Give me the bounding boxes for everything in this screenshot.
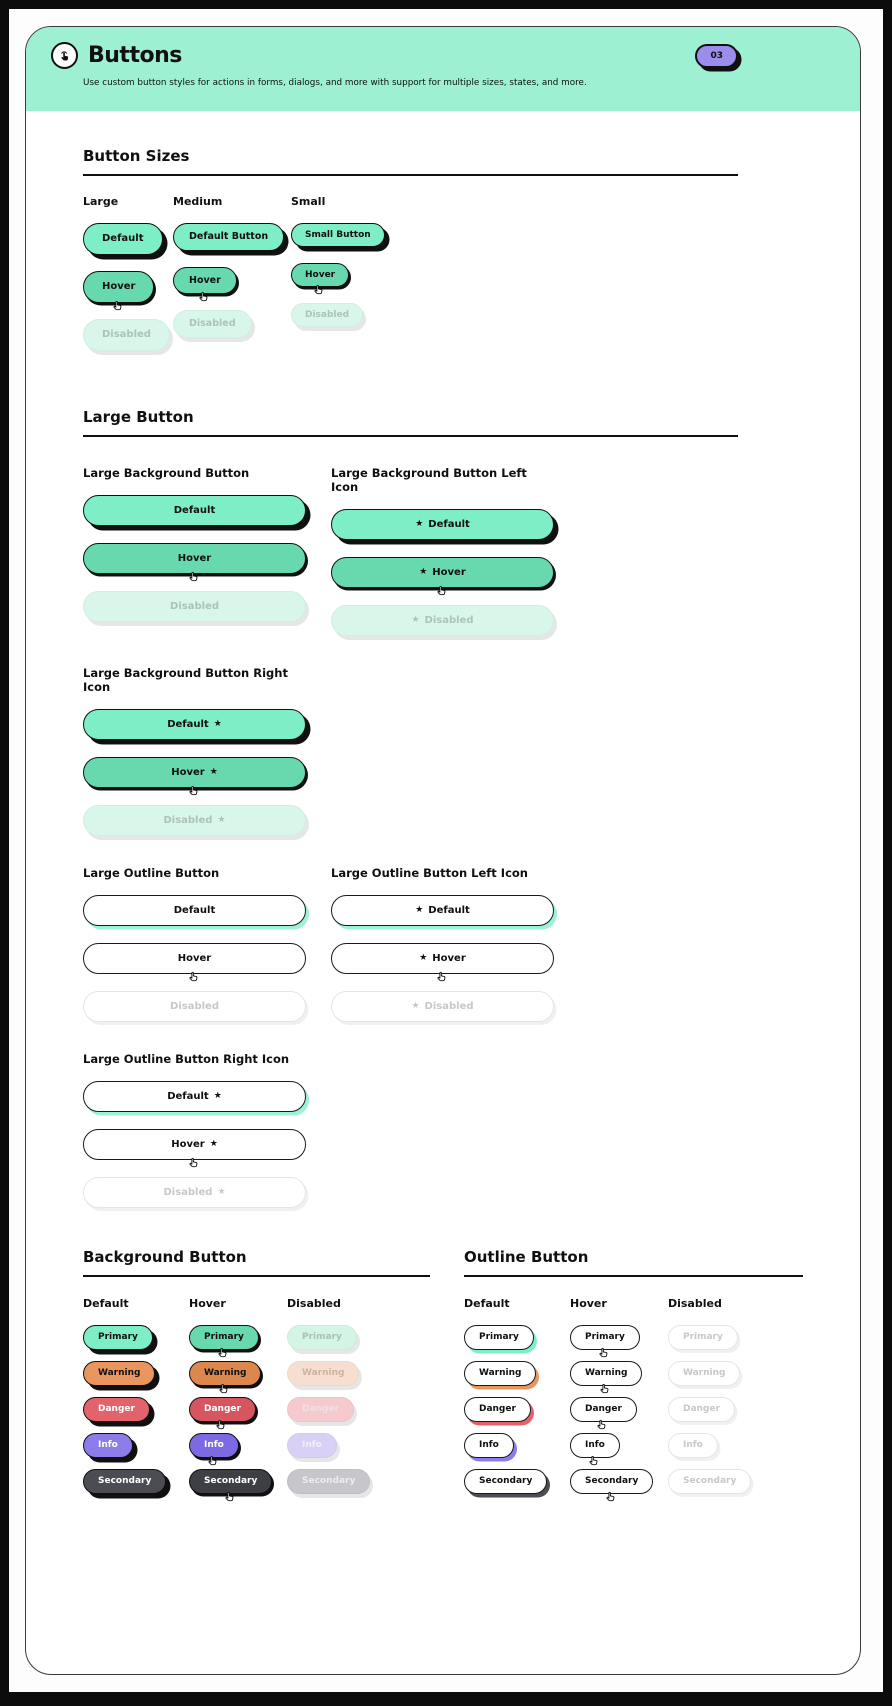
- size-column-large: [83, 195, 173, 351]
- variant-cell: [464, 1325, 570, 1350]
- star-icon: ★: [415, 905, 424, 915]
- group-large-outline-button-right-icon: [83, 1052, 306, 1208]
- button-label: Primary: [682, 1332, 723, 1342]
- hand-cursor-icon: [187, 784, 200, 797]
- button-label: Warning: [478, 1368, 522, 1378]
- variant-cell: [668, 1397, 803, 1422]
- button-sizes-grid: [83, 195, 803, 351]
- state-column-headers: [464, 1297, 803, 1310]
- hand-cursor-icon: [111, 299, 124, 312]
- hand-cursor-icon: [587, 1454, 600, 1467]
- size-large-disabled-button: [83, 319, 170, 351]
- background-info-default-info-button[interactable]: [83, 1433, 133, 1458]
- group-heading: Large Background Button: [83, 466, 250, 480]
- large-background-button-left-icon-hover-button[interactable]: [331, 557, 554, 588]
- large-outline-button-right-icon-disabled-button: [83, 1177, 306, 1208]
- group-stack: [83, 895, 306, 1022]
- background-danger-default-danger-button[interactable]: [83, 1397, 150, 1422]
- button-label: Small Button: [305, 229, 371, 240]
- hand-cursor-icon: [197, 290, 210, 303]
- background-secondary-disabled-secondary-button: [287, 1469, 370, 1494]
- size-medium-hover-button[interactable]: [173, 267, 237, 295]
- star-icon: ★: [209, 1139, 218, 1149]
- group-large-background-button-left-icon: [331, 466, 554, 636]
- variant-cell: [464, 1469, 570, 1494]
- button-label: Secondary: [682, 1476, 737, 1486]
- state-column-label: Default: [83, 1297, 129, 1310]
- variant-cell: [287, 1469, 430, 1494]
- group-heading: Large Background Button Left Icon: [331, 466, 527, 494]
- variant-cell: [464, 1433, 570, 1458]
- large-outline-button-default-button[interactable]: [83, 895, 306, 926]
- button-label: Hover: [177, 952, 212, 964]
- outline-warning-default-warning-button[interactable]: [464, 1361, 536, 1386]
- group-stack: [331, 895, 554, 1022]
- large-background-button-right-icon-default-button[interactable]: [83, 709, 306, 740]
- button-label: Hover: [171, 766, 205, 778]
- outline-variant-grid: [464, 1325, 803, 1494]
- hand-cursor-icon: [312, 283, 325, 296]
- outline-primary-default-primary-button[interactable]: [464, 1325, 534, 1350]
- group-heading: Large Background Button Right Icon: [83, 666, 288, 694]
- button-label: Secondary: [98, 1476, 152, 1486]
- outline-danger-default-danger-button[interactable]: [464, 1397, 531, 1422]
- group-large-background-button-right-icon: [83, 666, 306, 836]
- hand-cursor-icon: [596, 1418, 609, 1431]
- variant-cell: [287, 1433, 430, 1458]
- background-secondary-hover-secondary-button[interactable]: [189, 1469, 272, 1494]
- size-small-small-button-button[interactable]: [291, 223, 385, 247]
- background-info-hover-info-button[interactable]: [189, 1433, 239, 1458]
- button-label: Info: [204, 1440, 224, 1450]
- group-heading: Large Outline Button: [83, 866, 220, 880]
- background-info-disabled-info-button: [287, 1433, 337, 1458]
- variant-cell: [668, 1433, 803, 1458]
- large-background-button-disabled-button: [83, 591, 306, 622]
- large-background-button-default-button[interactable]: [83, 495, 306, 526]
- hand-cursor-icon: [598, 1382, 611, 1395]
- size-small-disabled-button: [291, 303, 363, 327]
- size-stack: [173, 223, 291, 338]
- section-large-button: [83, 408, 803, 1208]
- variant-cell: [668, 1361, 803, 1386]
- button-label: Default: [173, 904, 216, 916]
- hand-cursor-icon: [604, 1490, 617, 1503]
- state-column-label: Disabled: [287, 1297, 341, 1310]
- star-icon: ★: [419, 953, 428, 963]
- hand-cursor-icon: [206, 1454, 219, 1467]
- size-stack: [291, 223, 385, 327]
- button-label: Warning: [682, 1368, 726, 1378]
- button-label: Info: [302, 1440, 322, 1450]
- button-label: Hover: [305, 269, 336, 280]
- group-stack: [83, 495, 306, 622]
- large-button-row: [83, 466, 803, 636]
- large-outline-button-left-icon-hover-button[interactable]: [331, 943, 554, 974]
- background-warning-hover-warning-button[interactable]: [189, 1361, 261, 1386]
- large-background-button-left-icon-default-button[interactable]: [331, 509, 554, 540]
- button-label: Hover: [432, 952, 466, 964]
- state-column-label: Hover: [569, 1297, 607, 1310]
- button-label: Default: [428, 518, 470, 530]
- large-outline-button-right-icon-default-button[interactable]: [83, 1081, 306, 1112]
- button-label: Default: [428, 904, 470, 916]
- button-label: Hover: [171, 1138, 205, 1150]
- button-label: Disabled: [163, 1186, 213, 1198]
- variant-cell: [668, 1469, 803, 1494]
- size-large-hover-button[interactable]: [83, 271, 154, 303]
- size-medium-disabled-button: [173, 310, 252, 338]
- button-label: Default: [173, 504, 216, 516]
- group-stack: [331, 509, 554, 636]
- button-label: Secondary: [478, 1476, 533, 1486]
- column-label: Small: [291, 195, 326, 208]
- column-label: Medium: [173, 195, 223, 208]
- header: [26, 27, 860, 111]
- hand-cursor-icon: [435, 970, 448, 983]
- background-secondary-default-secondary-button[interactable]: [83, 1469, 166, 1494]
- size-stack: [83, 223, 173, 351]
- hand-cursor-icon: [216, 1346, 229, 1359]
- section-title-outline-button: Outline Button: [464, 1248, 803, 1277]
- outline-warning-hover-warning-button[interactable]: [570, 1361, 642, 1386]
- header-row: [51, 42, 836, 69]
- group-large-outline-button-left-icon: [331, 866, 554, 1022]
- star-icon: ★: [419, 567, 428, 577]
- section-background-button: [83, 1248, 430, 1494]
- group-large-outline-button: [83, 866, 306, 1022]
- button-label: Default: [167, 718, 209, 730]
- button-label: Disabled: [424, 614, 474, 626]
- variant-cell: [287, 1325, 430, 1350]
- large-outline-button-left-icon-default-button[interactable]: [331, 895, 554, 926]
- button-label: Disabled: [163, 814, 213, 826]
- button-label: Info: [682, 1440, 703, 1450]
- hand-cursor-icon: [223, 1490, 236, 1503]
- hand-cursor-icon: [187, 570, 200, 583]
- large-background-button-left-icon-disabled-button: [331, 605, 554, 636]
- variant-cell: [83, 1325, 189, 1350]
- variant-cell: [189, 1361, 287, 1386]
- star-icon: ★: [411, 615, 420, 625]
- button-label: Disabled: [170, 600, 219, 612]
- button-label: Danger: [584, 1404, 622, 1414]
- variant-cell: [83, 1361, 189, 1386]
- button-label: Default Button: [189, 231, 269, 242]
- star-icon: ★: [209, 767, 218, 777]
- outline-info-hover-info-button[interactable]: [570, 1433, 620, 1458]
- button-label: Danger: [682, 1404, 720, 1414]
- size-large-default-button[interactable]: [83, 223, 163, 255]
- section-title-button-sizes: Button Sizes: [83, 147, 738, 176]
- background-variant-grid: [83, 1325, 430, 1494]
- size-column-small: [291, 195, 385, 351]
- button-label: Hover: [189, 274, 221, 286]
- outline-secondary-disabled-secondary-button: [668, 1469, 751, 1494]
- size-medium-default-button-button[interactable]: [173, 223, 284, 251]
- group-stack: [83, 1081, 306, 1208]
- button-label: Hover: [432, 566, 466, 578]
- state-column-label: Default: [463, 1297, 510, 1310]
- group-large-background-button: [83, 466, 306, 636]
- background-primary-default-primary-button[interactable]: [83, 1325, 153, 1350]
- variant-cell: [570, 1397, 668, 1422]
- column-label: Large: [83, 195, 119, 208]
- background-danger-hover-danger-button[interactable]: [189, 1397, 256, 1422]
- button-label: Secondary: [204, 1476, 258, 1486]
- button-label: Warning: [98, 1368, 141, 1378]
- hand-cursor-icon: [597, 1346, 610, 1359]
- button-label: Danger: [302, 1404, 339, 1414]
- large-button-row: [83, 866, 803, 1022]
- button-label: Danger: [204, 1404, 241, 1414]
- tap-icon: [51, 42, 78, 69]
- size-column-medium: [173, 195, 291, 351]
- variant-cell: [189, 1469, 287, 1494]
- button-label: Primary: [584, 1332, 625, 1342]
- button-label: Danger: [98, 1404, 135, 1414]
- button-label: Secondary: [584, 1476, 639, 1486]
- state-column-headers: [83, 1297, 430, 1310]
- button-label: Info: [98, 1440, 118, 1450]
- large-background-button-hover-button[interactable]: [83, 543, 306, 574]
- outline-info-default-info-button[interactable]: [464, 1433, 514, 1458]
- button-label: Info: [584, 1440, 605, 1450]
- star-icon: ★: [415, 519, 424, 529]
- button-label: Primary: [478, 1332, 519, 1342]
- large-outline-button-hover-button[interactable]: [83, 943, 306, 974]
- outline-primary-disabled-primary-button: [668, 1325, 738, 1350]
- large-button-row: [83, 666, 803, 836]
- button-label: Disabled: [189, 318, 236, 329]
- section-button-sizes: [83, 147, 803, 351]
- large-background-button-right-icon-disabled-button: [83, 805, 306, 836]
- section-title-large-button: Large Button: [83, 408, 738, 437]
- variant-cell: [570, 1433, 668, 1458]
- variant-cell: [570, 1361, 668, 1386]
- button-label: Warning: [584, 1368, 628, 1378]
- variant-cell: [189, 1325, 287, 1350]
- button-label: Warning: [302, 1368, 345, 1378]
- button-label: Primary: [302, 1332, 342, 1342]
- outline-danger-disabled-danger-button: [668, 1397, 735, 1422]
- button-label: Disabled: [305, 309, 350, 320]
- hand-cursor-icon: [435, 584, 448, 597]
- variant-cell: [287, 1361, 430, 1386]
- button-label: Hover: [102, 281, 136, 292]
- count-badge: 03: [695, 44, 738, 68]
- page-subtitle: Use custom button styles for actions in forms, dialogs, and more with support for multiple sizes, states, and more.: [83, 78, 587, 88]
- variant-cell: [189, 1433, 287, 1458]
- star-icon: ★: [213, 719, 222, 729]
- variant-cell: [83, 1397, 189, 1422]
- buttons-showcase-card: [25, 26, 861, 1675]
- variant-cell: [668, 1325, 803, 1350]
- button-label: Primary: [204, 1332, 244, 1342]
- section-outline-button: [464, 1248, 803, 1494]
- button-label: Disabled: [170, 1000, 219, 1012]
- button-label: Disabled: [102, 329, 151, 340]
- group-heading: Large Outline Button Right Icon: [83, 1052, 290, 1066]
- state-column-label: Disabled: [667, 1297, 722, 1310]
- button-label: Hover: [177, 552, 212, 564]
- variant-cell: [189, 1397, 287, 1422]
- outline-secondary-hover-secondary-button[interactable]: [570, 1469, 653, 1494]
- star-icon: ★: [217, 1187, 226, 1197]
- hand-cursor-icon: [187, 970, 200, 983]
- variant-cell: [287, 1397, 430, 1422]
- outline-primary-hover-primary-button[interactable]: [570, 1325, 640, 1350]
- large-button-row: [83, 1052, 803, 1208]
- section-title-background-button: Background Button: [83, 1248, 430, 1277]
- group-heading: Large Outline Button Left Icon: [331, 866, 528, 880]
- variant-cell: [83, 1469, 189, 1494]
- star-icon: ★: [411, 1001, 420, 1011]
- variant-cell: [570, 1469, 668, 1494]
- star-icon: ★: [213, 1091, 222, 1101]
- bottom-sections: [83, 1248, 803, 1494]
- background-primary-hover-primary-button[interactable]: [189, 1325, 259, 1350]
- content: [26, 111, 860, 1494]
- size-small-hover-button[interactable]: [291, 263, 349, 287]
- button-label: Secondary: [302, 1476, 356, 1486]
- state-column-label: Hover: [189, 1297, 226, 1310]
- button-label: Disabled: [424, 1000, 474, 1012]
- large-button-groups: [83, 466, 803, 1208]
- outline-secondary-default-secondary-button[interactable]: [464, 1469, 547, 1494]
- large-background-button-right-icon-hover-button[interactable]: [83, 757, 306, 788]
- background-warning-disabled-warning-button: [287, 1361, 359, 1386]
- outline-danger-hover-danger-button[interactable]: [570, 1397, 637, 1422]
- button-label: Info: [478, 1440, 499, 1450]
- group-stack: [83, 709, 306, 836]
- large-outline-button-disabled-button: [83, 991, 306, 1022]
- hand-cursor-icon: [217, 1382, 230, 1395]
- variant-cell: [83, 1433, 189, 1458]
- background-primary-disabled-primary-button: [287, 1325, 357, 1350]
- background-warning-default-warning-button[interactable]: [83, 1361, 155, 1386]
- button-label: Danger: [478, 1404, 516, 1414]
- variant-cell: [464, 1397, 570, 1422]
- background-danger-disabled-danger-button: [287, 1397, 354, 1422]
- star-icon: ★: [217, 815, 226, 825]
- variant-cell: [464, 1361, 570, 1386]
- button-label: Default: [102, 233, 144, 244]
- large-outline-button-right-icon-hover-button[interactable]: [83, 1129, 306, 1160]
- outline-info-disabled-info-button: [668, 1433, 718, 1458]
- large-outline-button-left-icon-disabled-button: [331, 991, 554, 1022]
- hand-cursor-icon: [215, 1418, 228, 1431]
- hand-cursor-icon: [187, 1156, 200, 1169]
- button-label: Default: [167, 1090, 209, 1102]
- variant-cell: [570, 1325, 668, 1350]
- button-label: Warning: [204, 1368, 247, 1378]
- button-label: Primary: [98, 1332, 138, 1342]
- page-title: Buttons: [88, 43, 182, 68]
- outline-warning-disabled-warning-button: [668, 1361, 740, 1386]
